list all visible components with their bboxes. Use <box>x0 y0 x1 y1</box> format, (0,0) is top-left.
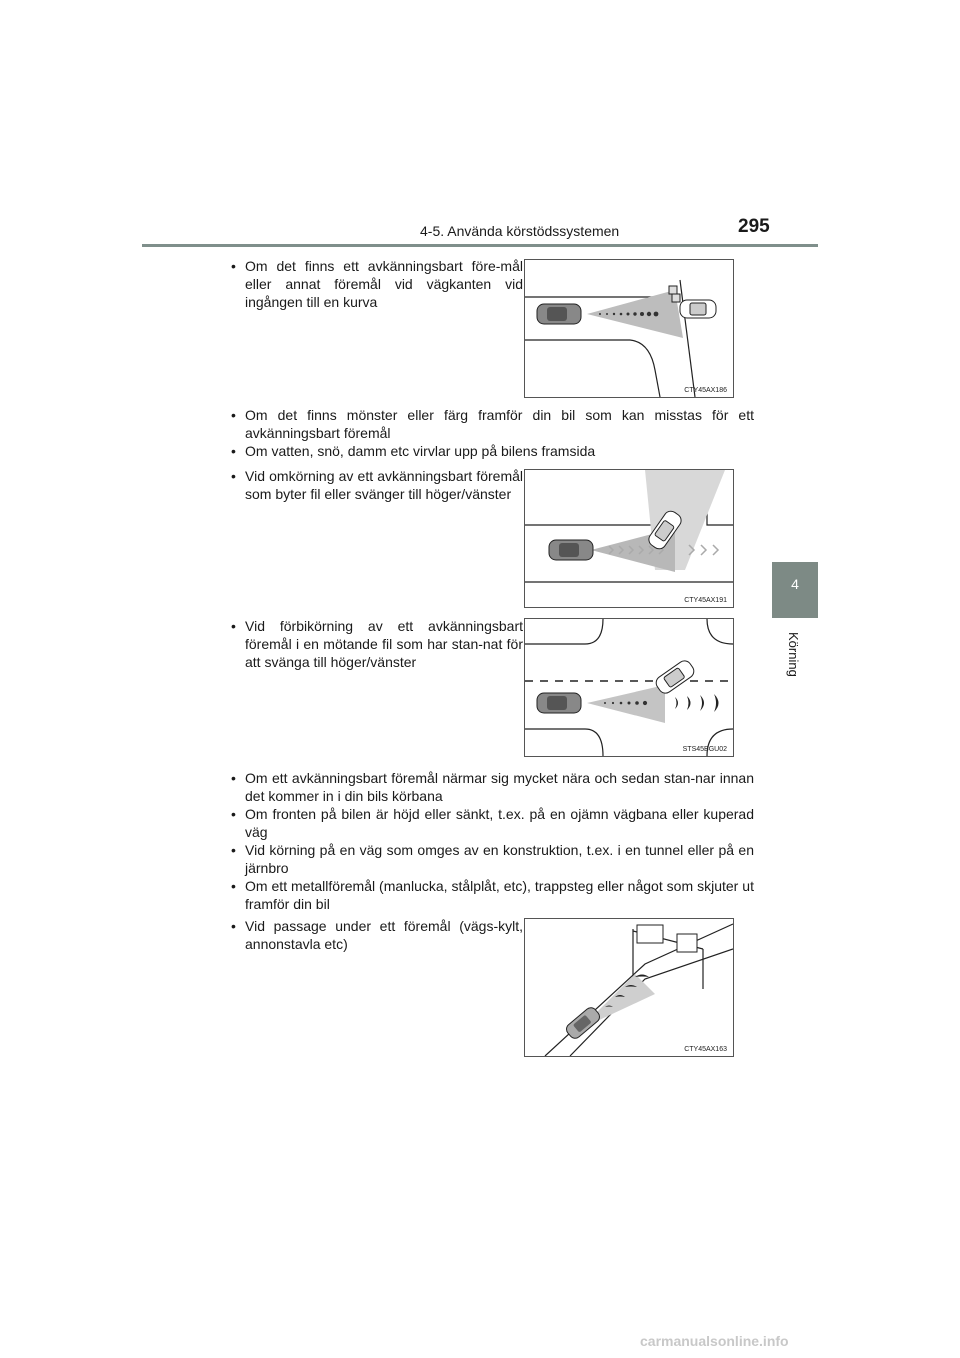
bullet-item: • Om det finns ett avkänningsbart före-mål eller annat föremål vid vägkanten vid ingången till en kurva <box>245 257 523 311</box>
figure-overtaking-turning-vehicle <box>524 469 734 608</box>
site-watermark: carmanualsonline.info <box>640 1333 789 1349</box>
figure-curve-roadside-object <box>524 259 734 398</box>
chapter-number: 4 <box>791 576 799 592</box>
section-title: 4-5. Använda körstödssystemen <box>420 223 620 239</box>
bullet-item: • Om ett avkänningsbart föremål närmar sig mycket nära och sedan stan-nar innan det kommer in i din bils körbana <box>245 769 754 805</box>
page-number: 295 <box>738 216 770 237</box>
figure-code: CTY45AX186 <box>684 387 727 394</box>
bullet-item: • Om det finns mönster eller färg framför din bil som kan misstas för ett avkänningsbart föremål <box>245 406 754 442</box>
bullet-item: • Vid passage under ett föremål (vägs-kylt, annonstavla etc) <box>245 917 523 953</box>
bullet-item: • Om fronten på bilen är höjd eller sänkt, t.ex. på en ojämn vägbana eller kuperad väg <box>245 805 754 841</box>
header-divider <box>142 244 818 247</box>
bullet-item: • Om ett metallföremål (manlucka, stålplåt, etc), trappsteg eller något som skjuter ut framför din bil <box>245 877 754 913</box>
figure-code: CTY45AX163 <box>684 1046 727 1053</box>
figure-code: STS45BGU02 <box>682 746 727 753</box>
figure-overhead-sign <box>524 918 734 1057</box>
bullet-item: • Om vatten, snö, damm etc virvlar upp på bilens framsida <box>245 442 754 460</box>
figure-passing-oncoming-vehicle <box>524 618 734 757</box>
bullet-item: • Vid förbikörning av ett avkänningsbart föremål i en mötande fil som har stan-nat för att svänga till höger/vänster <box>245 617 523 671</box>
chapter-tab[interactable] <box>772 562 818 618</box>
figure-code: CTY45AX191 <box>684 597 727 604</box>
bullet-item: • Vid körning på en väg som omges av en konstruktion, t.ex. i en tunnel eller på en järnbro <box>245 841 754 877</box>
chapter-label: Körning <box>786 632 801 677</box>
bullet-item: • Vid omkörning av ett avkänningsbart föremål som byter fil eller svänger till höger/vänster <box>245 467 523 503</box>
